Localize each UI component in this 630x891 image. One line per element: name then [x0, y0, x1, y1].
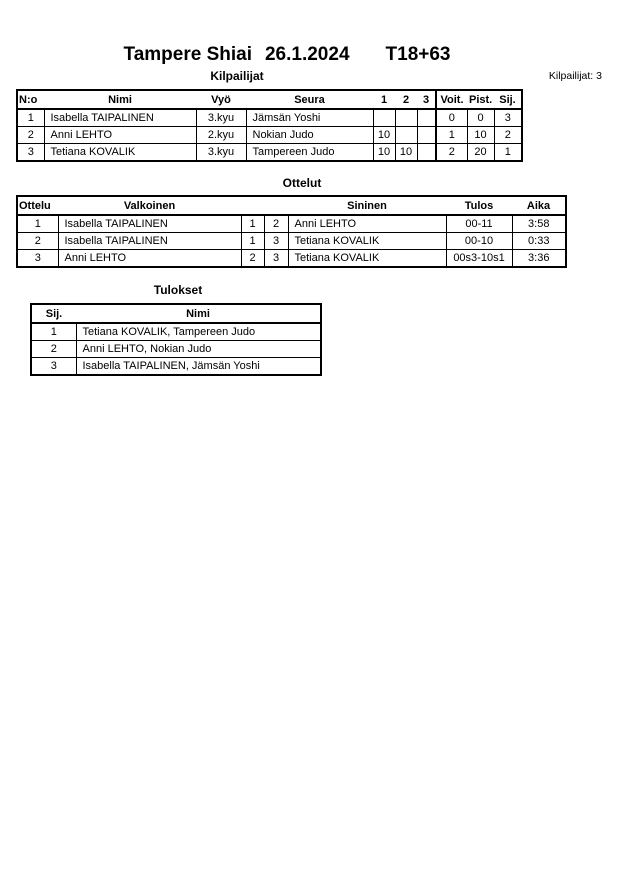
col-header-valkoinen: Valkoinen	[58, 196, 241, 215]
cell-nimi: Anni LEHTO, Nokian Judo	[76, 341, 321, 358]
col-header-voit: Voit.	[436, 90, 467, 109]
cell-tulos: 00-10	[446, 233, 512, 250]
cell-round1	[373, 109, 395, 127]
cell-blue-number: 3	[264, 233, 288, 250]
col-header-pist: Pist.	[467, 90, 494, 109]
col-header-no: N:o	[17, 90, 44, 109]
cell-no: 2	[17, 127, 44, 144]
cell-no: 3	[17, 144, 44, 162]
cell-valkoinen: Isabella TAIPALINEN	[58, 233, 241, 250]
cell-vyo: 2.kyu	[196, 127, 246, 144]
cell-aika: 3:36	[512, 250, 566, 268]
col-header-ottelu: Ottelu	[17, 196, 58, 215]
cell-ottelu: 3	[17, 250, 58, 268]
cell-sij: 2	[494, 127, 522, 144]
table-header-row	[17, 90, 522, 109]
col-header-tulos: Tulos	[446, 196, 512, 215]
cell-white-number: 1	[241, 233, 264, 250]
col-header-sininen: Sininen	[288, 196, 446, 215]
table-row	[31, 341, 321, 358]
cell-blue-number: 3	[264, 250, 288, 268]
table-row	[17, 250, 566, 268]
col-header-nimi: Nimi	[76, 304, 321, 323]
cell-pist: 10	[467, 127, 494, 144]
col-header-round1: 1	[373, 90, 395, 109]
title-event-name: Tampere Shiai	[123, 44, 252, 65]
cell-nimi: Tetiana KOVALIK	[44, 144, 196, 162]
table-row	[17, 215, 566, 233]
cell-ottelu: 1	[17, 215, 58, 233]
cell-sij: 2	[31, 341, 76, 358]
cell-white-number: 2	[241, 250, 264, 268]
cell-valkoinen: Isabella TAIPALINEN	[58, 215, 241, 233]
kilpailijat-heading: Kilpailijat	[210, 69, 264, 83]
ottelut-heading: Ottelut	[282, 176, 322, 190]
cell-nimi: Isabella TAIPALINEN, Jämsän Yoshi	[76, 358, 321, 376]
ottelut-table	[16, 195, 567, 268]
title-date: 26.1.2024	[264, 44, 350, 65]
col-header-sij: Sij.	[31, 304, 76, 323]
cell-seura: Nokian Judo	[246, 127, 373, 144]
cell-vyo: 3.kyu	[196, 109, 246, 127]
cell-tulos: 00s3-10s1	[446, 250, 512, 268]
cell-round2	[395, 127, 417, 144]
table-row	[31, 358, 321, 376]
kilpailijat-table	[16, 89, 523, 162]
col-header-seura: Seura	[246, 90, 373, 109]
table-row	[17, 144, 522, 162]
cell-vyo: 3.kyu	[196, 144, 246, 162]
cell-voit: 2	[436, 144, 467, 162]
cell-sij: 1	[494, 144, 522, 162]
col-header-spacer2	[264, 196, 288, 215]
cell-round3	[417, 127, 436, 144]
cell-pist: 0	[467, 109, 494, 127]
cell-blue-number: 2	[264, 215, 288, 233]
table-row	[17, 127, 522, 144]
cell-pist: 20	[467, 144, 494, 162]
cell-voit: 0	[436, 109, 467, 127]
cell-round1: 10	[373, 144, 395, 162]
cell-ottelu: 2	[17, 233, 58, 250]
cell-seura: Tampereen Judo	[246, 144, 373, 162]
cell-voit: 1	[436, 127, 467, 144]
cell-aika: 3:58	[512, 215, 566, 233]
cell-round1: 10	[373, 127, 395, 144]
cell-nimi: Tetiana KOVALIK, Tampereen Judo	[76, 323, 321, 341]
table-row	[17, 109, 522, 127]
cell-aika: 0:33	[512, 233, 566, 250]
cell-round2: 10	[395, 144, 417, 162]
col-header-vyo: Vyö	[196, 90, 246, 109]
cell-white-number: 1	[241, 215, 264, 233]
cell-sij: 1	[31, 323, 76, 341]
cell-sininen: Tetiana KOVALIK	[288, 233, 446, 250]
cell-nimi: Anni LEHTO	[44, 127, 196, 144]
table-row	[31, 323, 321, 341]
cell-seura: Jämsän Yoshi	[246, 109, 373, 127]
cell-sij: 3	[494, 109, 522, 127]
cell-sininen: Anni LEHTO	[288, 215, 446, 233]
col-header-sij: Sij.	[494, 90, 522, 109]
col-header-round3: 3	[417, 90, 436, 109]
col-header-aika: Aika	[512, 196, 566, 215]
table-header-row	[31, 304, 321, 323]
col-header-spacer1	[241, 196, 264, 215]
cell-nimi: Isabella TAIPALINEN	[44, 109, 196, 127]
col-header-round2: 2	[395, 90, 417, 109]
page-title	[0, 44, 574, 66]
tulokset-table	[30, 303, 322, 376]
cell-round3	[417, 144, 436, 162]
cell-round3	[417, 109, 436, 127]
col-header-nimi: Nimi	[44, 90, 196, 109]
competitors-count-label: Kilpailijat: 3	[548, 70, 602, 82]
cell-no: 1	[17, 109, 44, 127]
cell-sij: 3	[31, 358, 76, 376]
table-header-row	[17, 196, 566, 215]
cell-sininen: Tetiana KOVALIK	[288, 250, 446, 268]
tulokset-heading: Tulokset	[153, 283, 203, 297]
cell-round2	[395, 109, 417, 127]
cell-tulos: 00-11	[446, 215, 512, 233]
table-row	[17, 233, 566, 250]
cell-valkoinen: Anni LEHTO	[58, 250, 241, 268]
title-category: T18+63	[385, 44, 451, 65]
